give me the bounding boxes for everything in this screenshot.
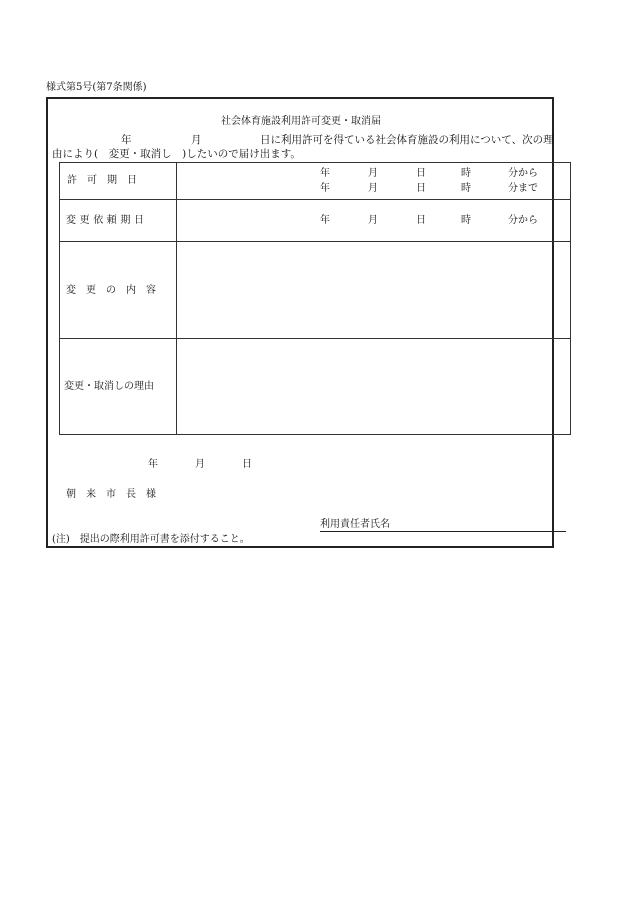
table-column-divider (176, 162, 177, 435)
change-date-label: 変更依頼期日 (66, 215, 148, 226)
table-row-divider (59, 338, 571, 339)
change-day: 日 (416, 215, 426, 226)
change-content-label: 変 更 の 内 容 (66, 285, 156, 296)
table-row-divider (59, 199, 571, 200)
change-month: 月 (368, 215, 378, 226)
intro-line-2: 由により( 変更・取消し )したいので届け出ます。 (52, 148, 301, 160)
permit-from-hour: 時 (461, 168, 471, 179)
permit-date-label: 許 可 期 日 (67, 175, 137, 186)
submission-year: 年 (148, 459, 158, 470)
permit-from-year: 年 (320, 168, 330, 179)
permit-to-hour: 時 (461, 183, 471, 194)
change-hour: 時 (461, 215, 471, 226)
permit-to-minute: 分まで (508, 183, 538, 194)
change-year: 年 (320, 215, 330, 226)
intro-month: 月 (191, 134, 202, 146)
permit-to-day: 日 (416, 183, 426, 194)
permit-from-minute: 分から (508, 168, 538, 179)
submission-day: 日 (242, 459, 252, 470)
permit-to-year: 年 (320, 183, 330, 194)
signature-line (320, 531, 566, 532)
table-row-divider (59, 241, 571, 242)
permit-from-month: 月 (368, 168, 378, 179)
permit-from-day: 日 (416, 168, 426, 179)
form-number: 様式第5号(第7条関係) (46, 82, 147, 93)
reason-label: 変更・取消しの理由 (64, 381, 154, 392)
submission-month: 月 (195, 459, 205, 470)
signer-label: 利用責任者氏名 (320, 519, 390, 530)
application-table (59, 162, 571, 435)
addressee: 朝 来 市 長 様 (66, 489, 156, 500)
intro-line-1: 日に利用許可を得ている社会体育施設の利用について、次の理 (260, 134, 554, 146)
note: (注) 提出の際利用許可書を添付すること。 (52, 534, 250, 545)
permit-to-month: 月 (368, 183, 378, 194)
change-minute: 分から (508, 215, 538, 226)
form-title: 社会体育施設利用許可変更・取消届 (221, 116, 381, 127)
intro-year: 年 (121, 134, 132, 146)
